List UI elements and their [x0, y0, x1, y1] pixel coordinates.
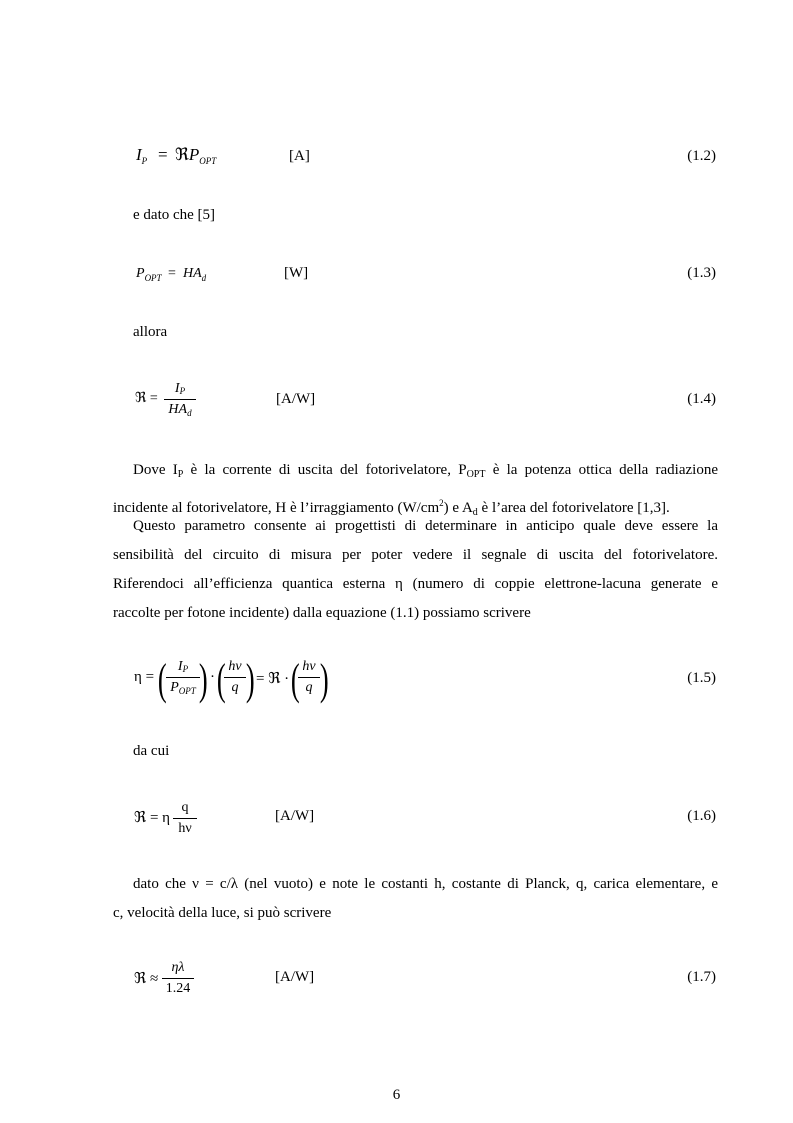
eq-number: (1.7)	[687, 969, 716, 985]
paragraph-line: Riferendoci all’efficienza quantica esterna η (numero di coppie elettrone-lacuna generate e	[113, 576, 718, 592]
fraction-bar	[173, 818, 197, 819]
fraction-bar	[166, 677, 200, 678]
eq-lhs: $I_P$	[136, 145, 148, 166]
fraction-denominator: $P_{OPT}$	[170, 680, 196, 696]
left-paren: (	[157, 655, 167, 704]
left-paren: (	[290, 655, 300, 704]
equation-1-7	[0, 957, 793, 1003]
eq-fraction-1	[166, 658, 200, 697]
fraction-denominator: 1.24	[165, 981, 191, 996]
fraction-denominator: q	[231, 680, 239, 695]
paragraph-line: Questo parametro consente ai progettisti di determinare in anticipo quale deve essere la	[133, 518, 718, 534]
paragraph-line: raccolte per fotone incidente) dalla equazione (1.1) possiamo scrivere	[113, 605, 531, 621]
fraction-bar	[162, 978, 194, 979]
equation-1-5	[0, 654, 793, 706]
eq-fraction	[162, 959, 194, 998]
fraction-numerator: IP	[174, 381, 186, 396]
text-dato-che: e dato che [5]	[133, 207, 216, 223]
eq-number: (1.5)	[687, 670, 716, 686]
paragraph-2	[113, 512, 718, 628]
eq-lhs: ℜ ≈	[134, 971, 159, 987]
paragraph-line: c, velocità della luce, si può scrivere	[113, 905, 332, 921]
eq-fraction	[173, 799, 197, 838]
eq-rhs: ℜP$_{OPT}$	[175, 145, 217, 166]
right-paren: )	[198, 655, 208, 704]
fraction-numerator: hν	[228, 659, 242, 674]
eq-fraction-2	[224, 658, 246, 697]
right-paren: )	[319, 655, 329, 704]
fraction-numerator: hν	[302, 659, 316, 674]
eq-lhs: η =	[134, 669, 155, 685]
fraction-bar	[164, 399, 196, 400]
fraction-numerator: IP	[177, 659, 189, 674]
eq-rhs: $HA_d$	[183, 266, 207, 283]
paragraph-line: sensibilità del circuito di misura per poter vedere il segnale di uscita del fotorivelatore.	[113, 547, 718, 563]
eq-middle: = ℜ ·	[256, 671, 290, 687]
eq-lhs: $P_{OPT}$	[136, 266, 162, 283]
equation-1-3	[0, 264, 793, 304]
fraction-bar	[298, 677, 320, 678]
right-paren: )	[245, 655, 255, 704]
eq-equals: =	[168, 266, 176, 281]
fraction-numerator: q	[181, 800, 189, 815]
page-number: 6	[392, 1087, 401, 1103]
eq-lhs: ℜ = η	[134, 810, 171, 826]
eq-number: (1.6)	[687, 808, 716, 824]
eq-fraction-3	[298, 658, 320, 697]
fraction-numerator: ηλ	[171, 960, 185, 975]
fraction-bar	[224, 677, 246, 678]
paragraph-line: incidente al fotorivelatore, H è l’irraggiamento $(W/cm^2)$ e $A_d$ è l’area del fotorivelatore [1,3].	[113, 498, 670, 518]
eq-unit: [W]	[284, 265, 309, 281]
text-allora: allora	[133, 324, 168, 340]
eq-unit: [A/W]	[275, 969, 315, 985]
equation-1-2	[0, 145, 793, 185]
eq-dot: ·	[210, 669, 215, 685]
eq-number: (1.4)	[687, 391, 716, 407]
eq-fraction	[164, 380, 196, 419]
eq-number: (1.3)	[687, 265, 716, 281]
equation-1-6	[0, 797, 793, 843]
fraction-denominator: hν	[178, 821, 192, 836]
paragraph-line: dato che ν = c/λ (nel vuoto) e note le costanti h, costante di Planck, q, carica elementare, e	[133, 876, 718, 892]
paragraph-3	[113, 870, 718, 928]
eq-equals: =	[158, 145, 168, 164]
left-paren: (	[216, 655, 226, 704]
text-da-cui: da cui	[133, 743, 170, 759]
eq-number: (1.2)	[687, 148, 716, 164]
eq-unit: [A/W]	[276, 391, 316, 407]
eq-unit: [A]	[289, 148, 310, 164]
eq-lhs: ℜ =	[135, 391, 158, 406]
equation-1-4	[0, 378, 793, 428]
paragraph-line: Dove $I_P$ è la corrente di uscita del fotorivelatore, $P_{OPT}$ è la potenza ottica della radiazione	[133, 462, 718, 480]
fraction-denominator: q	[305, 680, 313, 695]
eq-unit: [A/W]	[275, 808, 315, 824]
fraction-denominator: $HA_d$	[168, 402, 192, 418]
